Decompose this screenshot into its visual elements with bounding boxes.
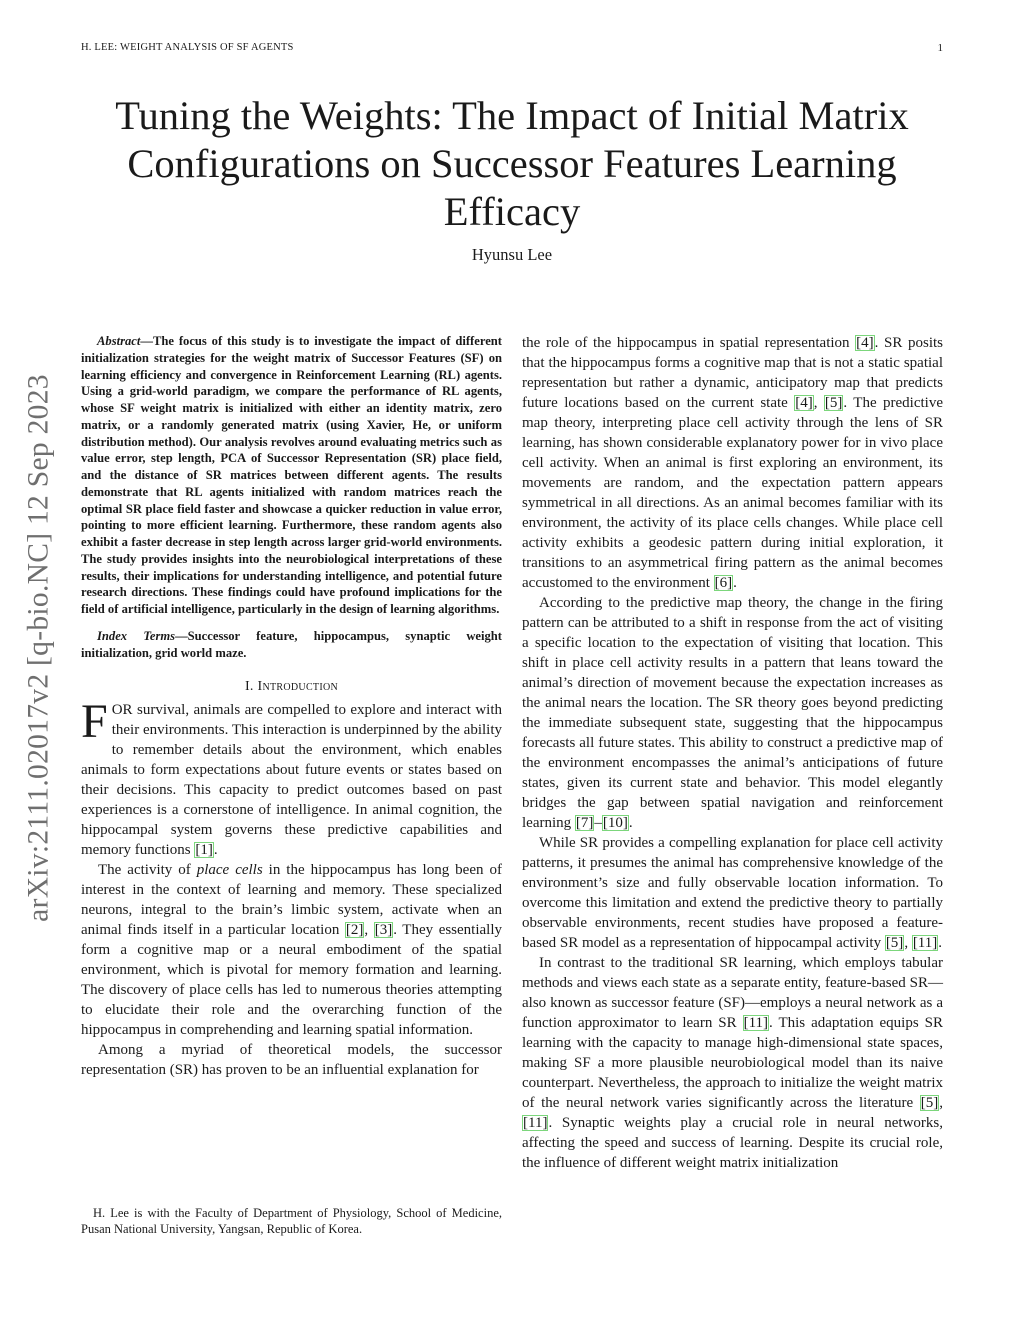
citation-link[interactable]: [4] [856,335,874,351]
lead-word: OR [111,702,133,719]
emphasis-place-cells: place cells [196,862,263,879]
text-run: , [813,395,824,411]
intro-p1-text: survival, animals are compelled to explore and interact with their environments. This interaction is underpinned by the ability to remember details about the environment, which enables animals to form expectations about future events or states based on their decisions. This capacity to predict outcomes based on past experiences is a cornerstone of intelligence. In animal cognition, the hippocampal system governs these predictive capabilities and memory functions [81,702,502,859]
arxiv-stamp: arXiv:2111.02017v2 [q-bio.NC] 12 Sep 2023 [22,374,55,922]
text-run: . This adaptation equips SR learning with the capacity to manage high-dimensional state spaces, making SF a more plausible neurobiological model than its naive counterpart. Nevertheless, the approach to initialize the weight matrix of the neural network varies significantly across the literature [522,1015,943,1111]
author-name: Hyunsu Lee [471,245,553,264]
abstract-label: Abstract [97,334,141,348]
drop-cap: F [81,695,108,749]
author-footnote: H. Lee is with the Faculty of Department of Physiology, School of Medicine, Pusan National University, Yangsan, Republic of Korea. [81,1206,502,1236]
right-paragraph-2 [522,593,943,833]
text-run: According to the predictive map theory, the change in the firing pattern can be attributed to a shift in response from the act of visiting a specific location to the expectation of visiting that location. This shift in place cell activity results in a pattern that leans toward the animal’s direction of movement because the expectation increases as the animal nears the location. The SR theory goes beyond predicting the immediate subsequent state, suggesting that the hippocampus forecasts all future states. This ability to construct a predictive map of the environment encompasses the animal’s anticipations of future states, given its current state and behavior. This model elegantly bridges the gap between spatial navigation and reinforcement learning [522,595,943,831]
intro-paragraph-3: Among a myriad of theoretical models, the successor representation (SR) has proven to be an influential explanation for [81,1042,502,1079]
citation-link[interactable]: [5] [920,1095,939,1111]
text-run: . [733,575,737,591]
text-run: in the hippocampus has long been of interest in the context of learning and memory. These specialized neurons, integral to the brain’s limbic system, activate when an animal finds itself in a particular location [81,862,502,939]
index-terms [81,628,502,662]
abstract-text: —The focus of this study is to investigate the impact of different initialization strategies for the weight matrix of Successor Features (SF) on learning efficiency and convergence in Reinforcement Learning (RL) agents. Using a grid-world paradigm, we compare the performance of RL agents, whose SF weight matrix is initialized with either an identity matrix, zero matrix, or a randomly generated matrix (using Xavier, He, or uniform distribution method). Our analysis revolves around evaluating metrics such as value error, step length, PCA of Successor Representation (SR) place field, and the distance of SR matrices between different agents. The results demonstrate that RL agents initialized with random matrices reach the optimal SR place field faster and showcase a quicker reduction in value error, pointing to more efficient learning. Furthermore, these random agents also exhibit a faster decrease in step length across larger grid-world environments. The study provides insights into the neurobiological interpretations of these results, their implications for understanding intelligence, and potential future research directions. These findings could have profound implications for the field of artificial intelligence, particularly in the design of learning algorithms. [81,334,502,616]
citation-link[interactable]: [4] [795,395,813,411]
text-run: the role of the hippocampus in spatial representation [522,335,856,351]
citation-link[interactable]: [6] [714,575,733,591]
left-column [81,333,502,1080]
citation-link[interactable]: [11] [912,935,938,951]
text-run: . [938,935,942,951]
text-run: The activity of [98,862,197,879]
right-paragraph-3 [522,833,943,953]
index-terms-label: Index Terms [97,628,176,643]
abstract [81,333,502,618]
text-run: In contrast to the traditional SR learning, which employs tabular methods and views each state as a separate entity, feature-based SR—also known as successor feature (SF)—employs a neural network as a function approximator to learn SR [522,955,943,1031]
citation-link[interactable]: [5] [824,395,843,411]
citation-link[interactable]: [7] [575,815,594,831]
text-run: While SR provides a compelling explanation for place cell activity patterns, it presumes the animal has comprehensive knowledge of the environment’s size and fully observable location information. To overcome this limitation and extend the predictive theory to partially observable environments, recent studies have proposed a feature-based SR model as a representation of hippocampal activity [522,835,943,951]
citation-link[interactable]: [11] [743,1015,769,1031]
intro-paragraph-2 [81,860,502,1040]
paper-title: Tuning the Weights: The Impact of Initial Matrix Configurations on Successor Features Learning Efficacy [115,93,909,234]
section-numeral: I. [244,679,258,695]
text-run: . The predictive map theory, interpreting place cell activity through the lens of SR learning, has shown considerable explanatory power for in vivo place cell activity. When an animal is first exploring an environment, its movements are random, and the expectation pattern appears symmetrical in all directions. As an animal becomes familiar with its environment, the activity of its place cells changes. While place cell activity exhibits a geodesic pattern during initial exploration, it transitions to an asymmetrical firing pattern as the animal becomes accustomed to the environment [522,395,943,591]
text-run: . [628,815,633,831]
right-column [522,333,943,1173]
section-heading-introduction [81,679,502,695]
text-run: – [594,815,602,831]
citation-link[interactable]: [3] [374,922,393,939]
text-run: . SR posits that the hippocampus forms a cognitive map that is not a static spatial representation but rather a dynamic, anticipatory map that predicts future locations based on the current state [522,335,943,411]
citation-link[interactable]: [11] [523,1115,548,1131]
citation-link[interactable]: [1] [195,842,213,859]
intro-paragraph-1 [81,695,502,860]
citation-link[interactable]: [10] [602,815,628,831]
text-run: , [364,922,374,939]
right-paragraph-4 [522,953,943,1173]
text-run: , [939,1095,943,1111]
text-run: . They essentially form a cognitive map or a neural embodiment of the spatial environment, which is pivotal for memory formation and learning. The discovery of place cells has led to numerous theories attempting to elucidate their role and the overarching function of the hippocampus in comprehending and learning spatial information. [81,922,503,1039]
text-run: . Synaptic weights play a crucial role in neural networks, affecting the speed and success of learning. Despite its crucial role, the influence of different weight matrix initialization [522,1115,943,1171]
citation-link[interactable]: [2] [345,922,364,939]
right-paragraph-1 [522,333,943,593]
section-title: Introduction [257,679,339,695]
running-head: H. LEE: WEIGHT ANALYSIS OF SF AGENTS [81,42,294,53]
index-terms-text: —Successor feature, hippocampus, synaptic weight initialization, grid world maze. [81,628,503,660]
text-run: , [904,935,912,951]
intro-p1-end: . [213,842,218,859]
page-number: 1 [937,42,943,54]
citation-link[interactable]: [5] [885,935,904,951]
arxiv-stamp-container [14,333,64,963]
